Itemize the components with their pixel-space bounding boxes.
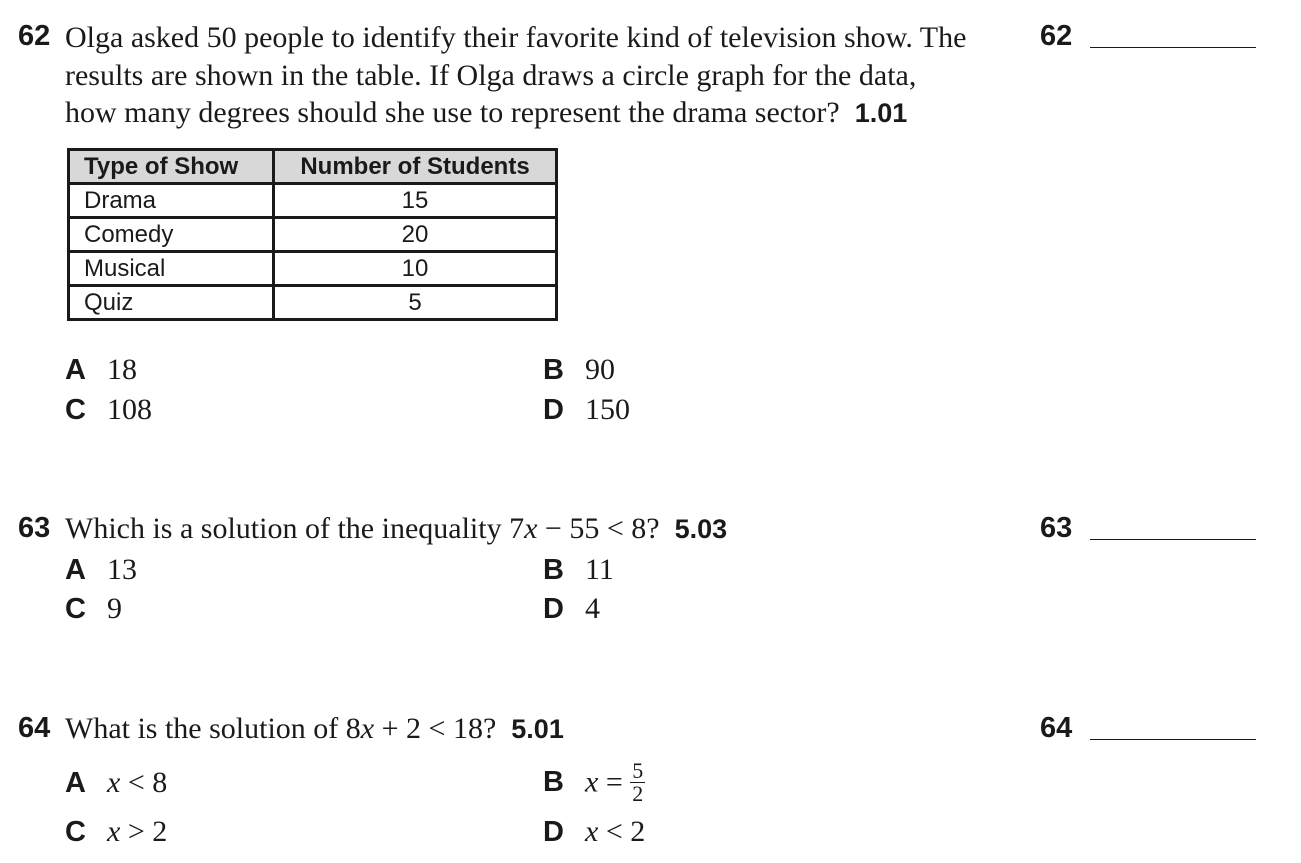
choice-letter: A [65,554,86,586]
table-row [69,218,557,252]
choice-d[interactable] [543,815,645,849]
question-number: 64 [18,712,51,744]
table-cell: Comedy [69,218,274,252]
choice-value: x < 2 [585,815,646,848]
question-text [65,19,966,133]
table-cell: 10 [274,252,557,286]
question-text-line: how many degrees should she use to represent the drama sector? 1.01 [65,96,908,129]
choice-letter: A [65,767,86,799]
answer-blank-label: 64 [1040,712,1073,744]
choice-letter: C [65,816,86,848]
choice-letter: D [543,394,564,426]
choice-value: 4 [585,592,600,625]
choice-value: 150 [585,393,630,426]
answer-blank-line[interactable] [1090,739,1256,740]
choice-a[interactable] [65,553,137,587]
choice-b[interactable] [543,553,614,587]
answer-blank-line[interactable] [1090,47,1256,48]
choice-value: 13 [107,553,137,586]
choice-b[interactable] [543,353,615,387]
choice-value: 108 [107,393,152,426]
choice-d[interactable] [543,592,600,626]
table-row [69,286,557,320]
choice-value: 90 [585,353,615,386]
table-cell: Quiz [69,286,274,320]
answer-blank-label: 63 [1040,512,1073,544]
table-cell: 20 [274,218,557,252]
choice-letter: C [65,394,86,426]
answer-blank-label: 62 [1040,20,1073,52]
choice-value: 18 [107,353,137,386]
table-cell: Musical [69,252,274,286]
question-number: 63 [18,512,51,544]
standard-code: 1.01 [854,98,908,128]
choice-value: x < 8 [107,766,168,799]
choice-c[interactable] [65,815,167,849]
choice-letter: A [65,354,86,386]
table-row [69,184,557,218]
table-cell: 15 [274,184,557,218]
answer-blank-line[interactable] [1090,539,1256,540]
choice-letter: D [543,593,564,625]
choice-letter: B [543,554,564,586]
choice-letter: B [543,766,564,798]
choice-value: x = [585,765,631,799]
table-header-row [69,150,557,184]
choice-value: 11 [585,553,614,586]
table-header: Type of Show [69,150,274,184]
choice-b[interactable] [543,760,645,805]
choice-c[interactable] [65,393,152,427]
choice-a[interactable] [65,353,137,387]
question-number: 62 [18,20,51,52]
question-text-line: results are shown in the table. If Olga draws a circle graph for the data, [65,58,917,92]
choice-c[interactable] [65,592,122,626]
standard-code: 5.03 [674,514,728,544]
standard-code: 5.01 [511,714,564,744]
choice-letter: B [543,354,564,386]
fraction: $\frac{5}{2}$ [632,758,644,806]
table-cell: 5 [274,286,557,320]
tv-show-table [67,148,558,321]
choice-d[interactable] [543,393,630,427]
choice-letter: C [65,593,86,625]
question-text: What is the solution of 8x + 2 < 18? 5.01 [65,712,564,745]
table-row [69,252,557,286]
choice-letter: D [543,816,564,848]
choice-a[interactable] [65,766,167,800]
table-header: Number of Students [274,150,557,184]
question-text: Which is a solution of the inequality 7x − 55 < 8? 5.03 [65,512,728,545]
question-text-line: Olga asked 50 people to identify their favorite kind of television show. The [65,21,967,54]
choice-value: x > 2 [107,815,168,848]
choice-value: 9 [107,592,122,625]
table-cell: Drama [69,184,274,218]
